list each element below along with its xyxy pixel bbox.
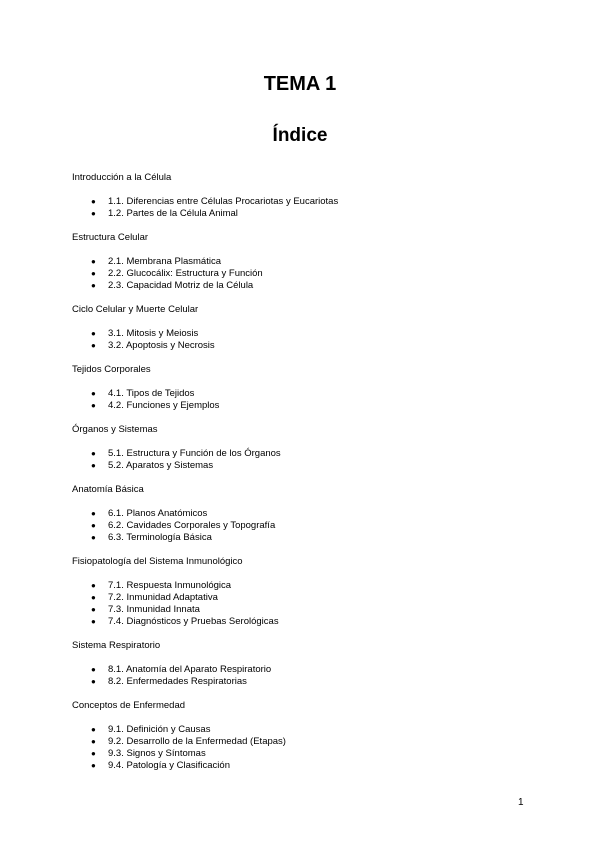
section-item-list xyxy=(72,388,542,412)
bullet-icon: ● xyxy=(91,581,96,590)
bullet-icon: ● xyxy=(91,257,96,266)
list-item xyxy=(72,580,542,592)
list-item xyxy=(72,604,542,616)
section-heading: Introducción a la Célula xyxy=(72,172,172,183)
section-heading: Conceptos de Enfermedad xyxy=(72,700,186,711)
list-item xyxy=(72,388,542,400)
list-item-label: 2.3. Capacidad Motriz de la Célula xyxy=(108,280,254,291)
list-item xyxy=(72,736,542,748)
bullet-icon: ● xyxy=(91,509,96,518)
bullet-icon: ● xyxy=(91,761,96,770)
list-item xyxy=(72,400,542,412)
list-item-label: 9.4. Patología y Clasificación xyxy=(108,760,230,771)
section-heading: Anatomía Básica xyxy=(72,484,144,495)
list-item xyxy=(72,664,542,676)
list-item-label: 9.3. Signos y Síntomas xyxy=(108,748,206,759)
page-title: TEMA 1 xyxy=(263,73,337,95)
list-item-label: 6.3. Terminología Básica xyxy=(108,532,212,543)
list-item-label: 1.2. Partes de la Célula Animal xyxy=(108,208,238,219)
bullet-icon: ● xyxy=(91,449,96,458)
list-item-label: 3.2. Apoptosis y Necrosis xyxy=(108,340,215,351)
list-item-label: 9.1. Definición y Causas xyxy=(108,724,211,735)
bullet-icon: ● xyxy=(91,593,96,602)
bullet-icon: ● xyxy=(91,281,96,290)
list-item-label: 1.1. Diferencias entre Células Procariotas y Eucariotas xyxy=(108,196,339,207)
list-item-label: 8.1. Anatomía del Aparato Respiratorio xyxy=(108,664,272,675)
list-item xyxy=(72,196,542,208)
bullet-icon: ● xyxy=(91,605,96,614)
list-item-label: 6.1. Planos Anatómicos xyxy=(108,508,208,519)
list-item-label: 6.2. Cavidades Corporales y Topografía xyxy=(108,520,276,531)
section-item-list xyxy=(72,664,542,688)
section-heading: Fisiopatología del Sistema Inmunológico xyxy=(72,556,243,567)
list-item-label: 5.2. Aparatos y Sistemas xyxy=(108,460,214,471)
list-item xyxy=(72,256,542,268)
bullet-icon: ● xyxy=(91,617,96,626)
list-item xyxy=(72,340,542,352)
list-item xyxy=(72,208,542,220)
section-item-list xyxy=(72,196,542,220)
bullet-icon: ● xyxy=(91,329,96,338)
list-item xyxy=(72,508,542,520)
bullet-icon: ● xyxy=(91,521,96,530)
bullet-icon: ● xyxy=(91,533,96,542)
section-item-list xyxy=(72,256,542,292)
list-item xyxy=(72,592,542,604)
section-item-list xyxy=(72,724,542,772)
section-heading: Ciclo Celular y Muerte Celular xyxy=(72,304,199,315)
section-item-list xyxy=(72,328,542,352)
list-item-label: 5.1. Estructura y Función de los Órganos xyxy=(108,448,281,459)
list-item-label: 4.1. Tipos de Tejidos xyxy=(108,388,195,399)
list-item xyxy=(72,760,542,772)
section-item-list xyxy=(72,580,542,628)
bullet-icon: ● xyxy=(91,209,96,218)
list-item xyxy=(72,748,542,760)
list-item xyxy=(72,676,542,688)
bullet-icon: ● xyxy=(91,461,96,470)
list-item xyxy=(72,460,542,472)
list-item-label: 2.2. Glucocálix: Estructura y Función xyxy=(108,268,263,279)
list-item-label: 7.3. Inmunidad Innata xyxy=(108,604,200,615)
section-heading: Sistema Respiratorio xyxy=(72,640,161,651)
list-item xyxy=(72,268,542,280)
bullet-icon: ● xyxy=(91,665,96,674)
list-item-label: 7.1. Respuesta Inmunológica xyxy=(108,580,232,591)
bullet-icon: ● xyxy=(91,401,96,410)
page-number: 1 xyxy=(518,797,524,808)
list-item xyxy=(72,520,542,532)
bullet-icon: ● xyxy=(91,737,96,746)
list-item-label: 7.4. Diagnósticos y Pruebas Serológicas xyxy=(108,616,279,627)
list-item xyxy=(72,724,542,736)
list-item xyxy=(72,616,542,628)
section-item-list xyxy=(72,448,542,472)
bullet-icon: ● xyxy=(91,749,96,758)
list-item-label: 9.2. Desarrollo de la Enfermedad (Etapas) xyxy=(108,736,286,747)
list-item-label: 8.2. Enfermedades Respiratorias xyxy=(108,676,247,687)
list-item xyxy=(72,280,542,292)
bullet-icon: ● xyxy=(91,269,96,278)
index-heading: Índice xyxy=(272,125,328,146)
list-item xyxy=(72,448,542,460)
section-item-list xyxy=(72,508,542,544)
bullet-icon: ● xyxy=(91,725,96,734)
bullet-icon: ● xyxy=(91,389,96,398)
section-heading: Estructura Celular xyxy=(72,232,149,243)
list-item xyxy=(72,328,542,340)
list-item-label: 4.2. Funciones y Ejemplos xyxy=(108,400,220,411)
bullet-icon: ● xyxy=(91,197,96,206)
list-item-label: 3.1. Mitosis y Meiosis xyxy=(108,328,199,339)
table-of-contents xyxy=(72,172,542,784)
list-item xyxy=(72,532,542,544)
list-item-label: 7.2. Inmunidad Adaptativa xyxy=(108,592,218,603)
bullet-icon: ● xyxy=(91,677,96,686)
section-heading: Tejidos Corporales xyxy=(72,364,151,375)
bullet-icon: ● xyxy=(91,341,96,350)
list-item-label: 2.1. Membrana Plasmática xyxy=(108,256,221,267)
section-heading: Órganos y Sistemas xyxy=(72,424,158,435)
